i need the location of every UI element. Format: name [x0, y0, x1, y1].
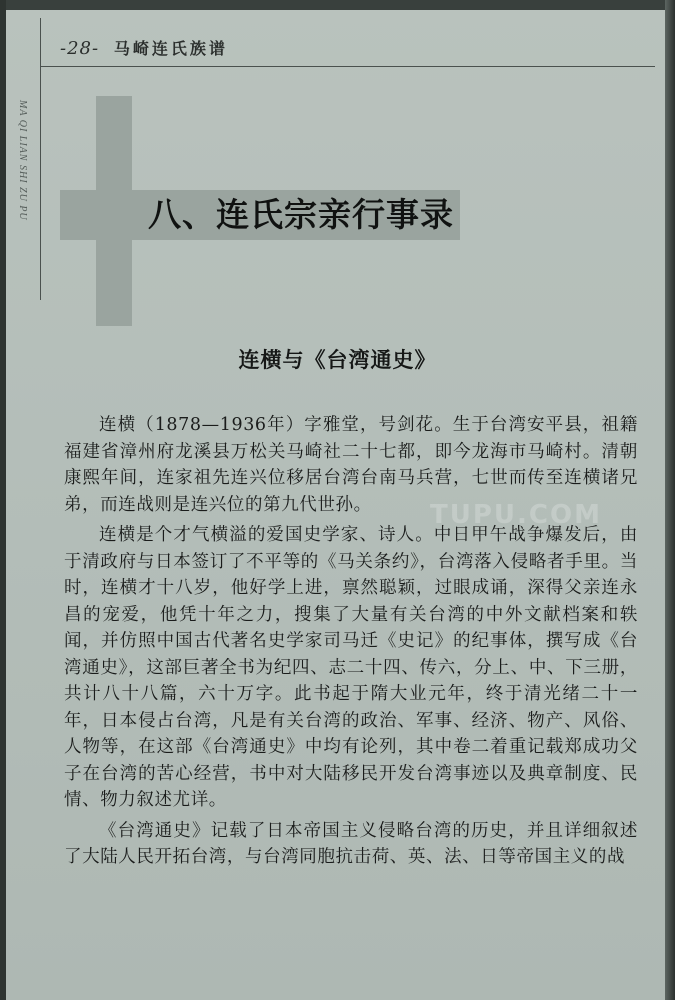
- paragraph: 连横（1878—1936年）字雅堂，号剑花。生于台湾安平县，祖籍福建省漳州府龙溪县万松关马崎社二十七都，即今龙海市马崎村。清朝康熙年间，连家祖先连兴位移居台湾台南马兵营，七世而传至连横诸兄弟，而连战则是连兴位的第九代世孙。: [64, 415, 638, 515]
- header-horizontal-rule: [40, 66, 655, 67]
- page-left-edge: [0, 0, 6, 1000]
- running-header: [60, 36, 228, 62]
- section-title: 连横与《台湾通史》: [238, 347, 437, 372]
- watermark: TUPU.COM: [430, 500, 602, 530]
- body-text: [64, 412, 638, 875]
- page-right-edge: [665, 0, 675, 1000]
- book-title: 马崎连氏族谱: [113, 39, 228, 58]
- chapter-title: 八、连氏宗亲行事录: [148, 195, 454, 234]
- paragraph: 连横是个才气横溢的爱国史学家、诗人。中日甲午战争爆发后，由于清政府与日本签订了不平等的《马关条约》，台湾落入侵略者手里。当时，连横才十八岁，他好学上进，禀然聪颖，过眼成诵，深得父亲连永昌的宠爱，他凭十年之力，搜集了大量有关台湾的中外文献档案和轶闻，并仿照中国古代著名史学家司马迁《史记》的纪事体，撰写成《台湾通史》，这部巨著全书为纪四、志二十四、传六，分上、中、下三册，共计八十八篇，六十万字。此书起于隋大业元年，终于清光绪二十一年，日本侵占台湾，凡是有关台湾的政治、军事、经济、物产、风俗、人物等，在这部《台湾通史》中均有论列，其中卷二着重记载郑成功父子在台湾的苦心经营，书中对大陆移民开发台湾事迹以及典章制度、民情、物力叙述尤详。: [64, 525, 638, 810]
- side-running-text: MA QI LIAN SHI ZU PU: [17, 100, 28, 221]
- paragraph: 《台湾通史》记载了日本帝国主义侵略台湾的历史，并且详细叙述了大陆人民开拓台湾，与台湾同胞抗击荷、英、法、日等帝国主义的战: [64, 820, 638, 867]
- header-vertical-rule: [40, 18, 41, 300]
- page-top-edge: [0, 0, 675, 10]
- page-number: -28-: [60, 38, 100, 59]
